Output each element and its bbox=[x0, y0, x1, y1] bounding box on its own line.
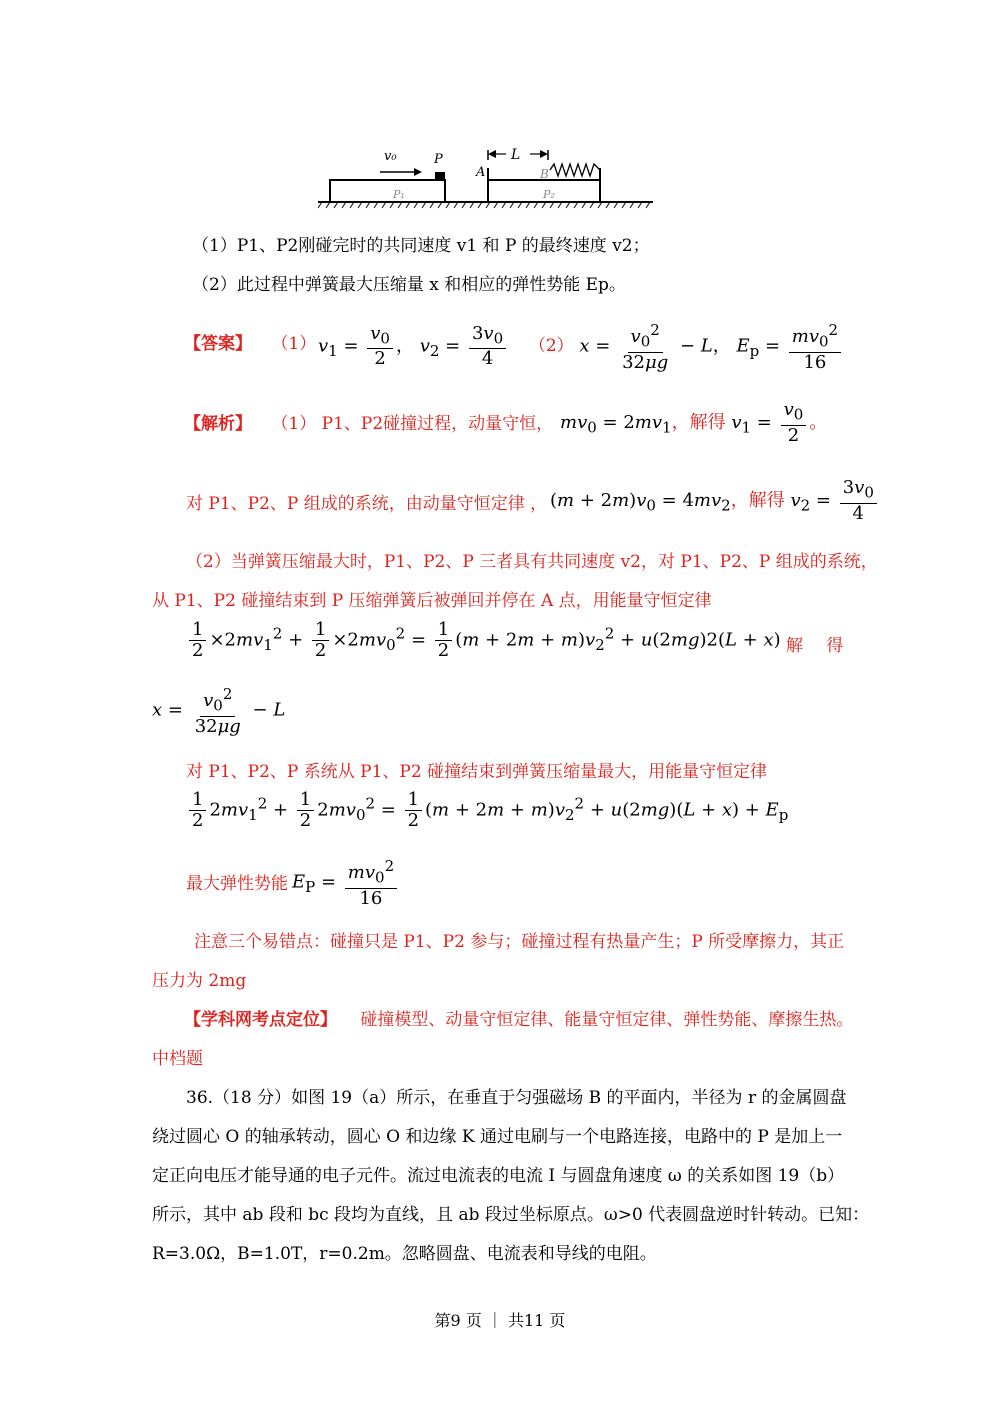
analysis-line-5: 对 P1、P2、P 系统从 P1、P2 碰撞结束到弹簧压缩量最大，用能量守恒定律 bbox=[186, 762, 768, 782]
analysis-line-2b: ，解得 bbox=[730, 489, 785, 511]
analysis-formula-2: $(m + 2m)v_0 = 4mv_2$，解得 $v_2$ = $\frac{3v_0}{4}$ bbox=[550, 478, 880, 524]
analysis-line-4: 从 P1、P2 碰撞结束到 P 压缩弹簧后被弹回并停在 A 点，用能量守恒定律 bbox=[152, 591, 712, 611]
answer-row bbox=[184, 332, 316, 356]
question-1: （1）P1、P2刚碰完时的共同速度 v1 和 P 的最终速度 v2； bbox=[192, 236, 650, 256]
analysis-line-1: （1） P1、P2碰撞过程，动量守恒， bbox=[271, 414, 554, 434]
note-line-2: 压力为 2mg bbox=[152, 971, 247, 991]
answer-label: 【答案】 bbox=[184, 334, 252, 354]
analysis-line-1b: ，解得 bbox=[671, 411, 726, 433]
x-solution: x = $\frac{v_0^2}{32\mu g}$ − L bbox=[152, 685, 286, 737]
collision-figure bbox=[318, 140, 658, 220]
analysis-line-3: （2）当弹簧压缩最大时，P1、P2、P 三者具有共同速度 v2，对 P1、P2、P 组成的系统， bbox=[186, 552, 878, 572]
energy-equation-1: $\frac{1}{2}$ $\times 2mv_1^2$ + $\frac{1}{2}$ $\times 2mv_0^2$ = $\frac{1}{2}$ $(m + 2m + m)v_2^2 + u(2mg)2(L + x)$ bbox=[186, 620, 781, 661]
q36-line-3: 定正向电压才能导通的电子元件。流过电流表的电流 I 与圆盘角速度 ω 的关系如图 19（b） bbox=[152, 1166, 845, 1186]
page-footer: 第9 页 ｜ 共11 页 bbox=[434, 1311, 566, 1330]
energy-equation-2: $\frac{1}{2}$ $2mv_1^2$ + $\frac{1}{2}$ $2mv_0^2$ = $\frac{1}{2}$ $(m + 2m + m)v_2^2 + u(2mg)(L + x) + E_p$ bbox=[186, 790, 788, 831]
q36-line-4: 所示，其中 ab 段和 bc 段均为直线，且 ab 段过坐标原点。ω>0 代表圆盘逆时针转动。已知： bbox=[152, 1205, 870, 1225]
answer-formulas: $v_1$ = $\frac{v_0}{2}$ ， $v_2$ = $\frac{3v_0}{4}$ （2） x = $\frac{v_0^2}{32\mu g}$ − L， $E_p$ = $\frac{mv_0^2}{16}$ bbox=[318, 320, 844, 373]
q36-line-1: 36.（18 分）如图 19（a）所示，在垂直于匀强磁场 B 的平面内，半径为 r 的金属圆盘 bbox=[186, 1088, 847, 1108]
answer-part1-label: （1） bbox=[271, 334, 317, 354]
analysis-line-2: 对 P1、P2、P 组成的系统，由动量守恒定律 ， bbox=[186, 494, 548, 514]
analysis-line-6: 最大弹性势能 bbox=[186, 874, 288, 894]
answer-part2-label: （2） bbox=[528, 336, 574, 357]
p1-label: P₁ bbox=[393, 188, 405, 201]
kaodian-row bbox=[184, 1008, 853, 1032]
q36-line-5: R=3.0Ω，B=1.0T，r=0.2m。忽略圆盘、电流表和导线的电阻。 bbox=[152, 1244, 657, 1264]
analysis-formula-1: $mv_0 = 2mv_1$，解得 $v_1$ = $\frac{v_0}{2}$ 。 bbox=[560, 399, 828, 446]
b-label: B bbox=[540, 167, 549, 181]
kaodian-level: 中档题 bbox=[152, 1049, 203, 1069]
a-label: A bbox=[476, 165, 486, 180]
v0-label: v₀ bbox=[384, 149, 397, 164]
p-label: P bbox=[434, 152, 443, 167]
solve-label: 解 得 bbox=[786, 636, 844, 656]
ep-solution: $E_P$ = $\frac{mv_0^2}{16}$ bbox=[292, 856, 400, 909]
kaodian-label: 【学科网考点定位】 bbox=[184, 1010, 337, 1030]
p2-label: P₂ bbox=[543, 188, 555, 201]
note-line-1: 注意三个易错点：碰撞只是 P1、P2 参与；碰撞过程有热量产生；P 所受摩擦力，其正 bbox=[194, 932, 845, 952]
kaodian-text: 碰撞模型、动量守恒定律、能量守恒定律、弹性势能、摩擦生热。 bbox=[360, 1010, 854, 1030]
q36-line-2: 绕过圆心 O 的轴承转动，圆心 O 和边缘 K 通过电刷与一个电路连接，电路中的 P 是加上一 bbox=[152, 1127, 843, 1147]
analysis-row-1 bbox=[184, 412, 553, 436]
analysis-label: 【解析】 bbox=[184, 414, 252, 434]
question-2: （2）此过程中弹簧最大压缩量 x 和相应的弹性势能 Ep。 bbox=[192, 275, 626, 295]
l-label: L bbox=[511, 147, 521, 163]
